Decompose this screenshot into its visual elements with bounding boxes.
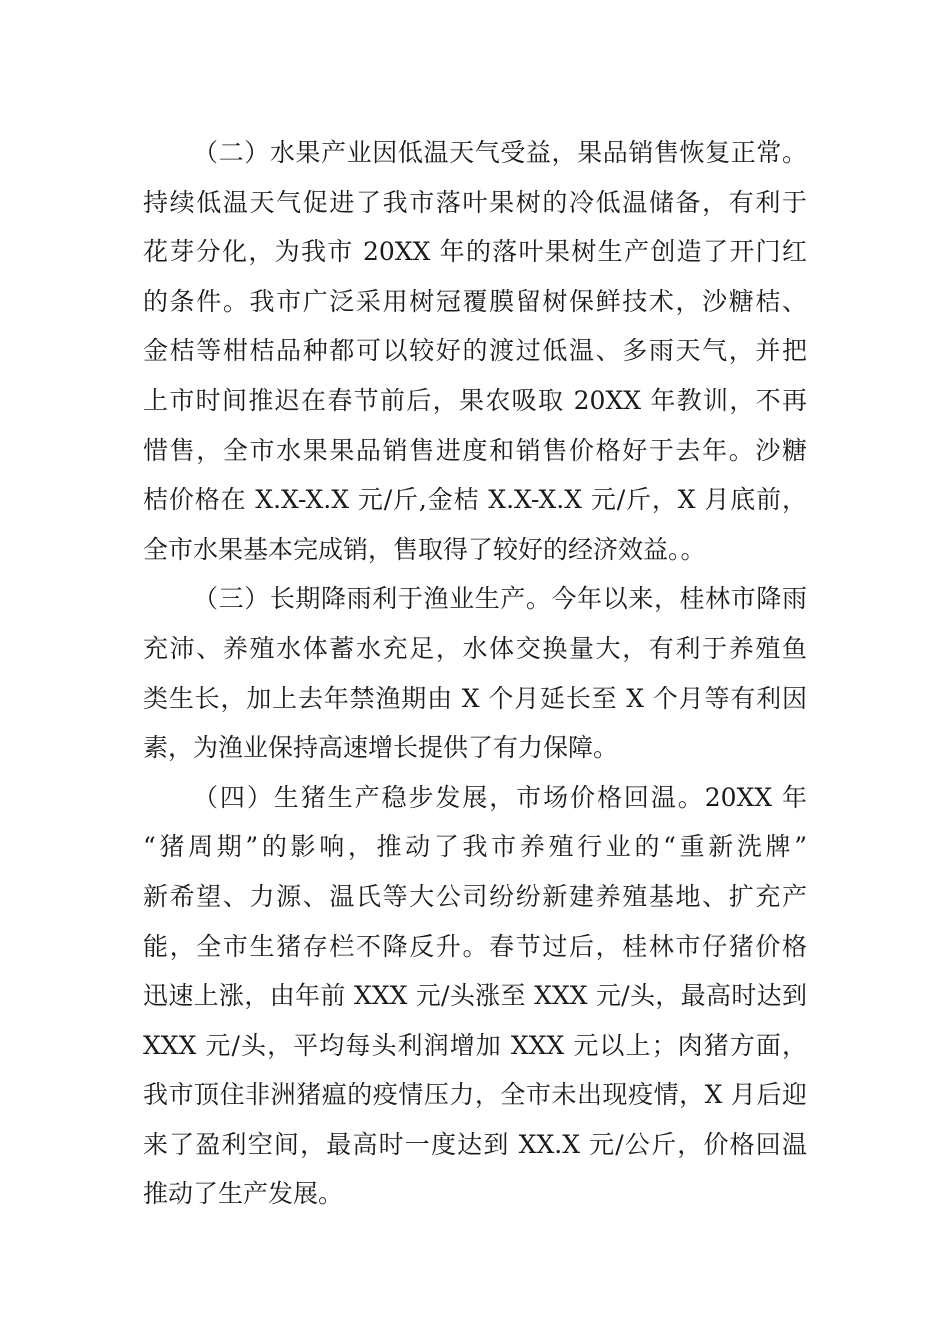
document-body <box>143 128 807 1219</box>
paragraph-line: 惜售，全市水果果品销售进度和销售价格好于去年。沙糖 <box>143 435 807 465</box>
paragraph-line: （三）长期降雨利于渔业生产。今年以来，桂林市降雨 <box>193 584 807 614</box>
paragraph-line: 推动了生产发展。 <box>143 1179 344 1209</box>
paragraph-line: 的条件。我市广泛采用树冠覆膜留树保鲜技术，沙糖桔、 <box>143 286 807 316</box>
paragraph-line: 全市水果基本完成销，售取得了较好的经济效益。。 <box>143 534 706 564</box>
paragraph-line: （二）水果产业因低温天气受益，果品销售恢复正常。 <box>193 138 807 167</box>
paragraph-fruit-industry <box>143 128 807 574</box>
paragraph-line: 来了盈利空间，最高时一度达到 XX.X 元/公斤，价格回温 <box>143 1129 807 1159</box>
paragraph-line: “猪周期”的影响，推动了我市养殖行业的“重新洗牌” <box>143 832 807 862</box>
paragraph-line: 新希望、力源、温氏等大公司纷纷新建养殖基地、扩充产 <box>143 881 807 911</box>
paragraph-line: 上市时间推迟在春节前后，果农吸取 20XX 年教训，不再 <box>143 385 807 415</box>
paragraph-line: 金桔等柑桔品种都可以较好的渡过低温、多雨天气，并把 <box>143 336 807 366</box>
paragraph-line: 能，全市生猪存栏不降反升。春节过后，桂林市仔猪价格 <box>143 931 807 961</box>
paragraph-line: 充沛、养殖水体蓄水充足，水体交换量大，有利于养殖鱼 <box>143 633 807 663</box>
paragraph-line: 桔价格在 X.X-X.X 元/斤,金桔 X.X-X.X 元/斤，X 月底前， <box>143 485 807 515</box>
paragraph-line: 我市顶住非洲猪瘟的疫情压力，全市未出现疫情，X 月后迎 <box>143 1080 807 1110</box>
paragraph-fishery <box>143 574 807 772</box>
paragraph-line: （四）生猪生产稳步发展，市场价格回温。20XX 年 <box>193 782 807 812</box>
paragraph-line: XXX 元/头，平均每头利润增加 XXX 元以上；肉猪方面， <box>143 1030 807 1060</box>
paragraph-line: 花芽分化，为我市 20XX 年的落叶果树生产创造了开门红 <box>143 237 807 267</box>
paragraph-line: 迅速上涨，由年前 XXX 元/头涨至 XXX 元/头，最高时达到 <box>143 981 807 1011</box>
paragraph-line: 类生长，加上去年禁渔期由 X 个月延长至 X 个月等有利因 <box>143 683 807 713</box>
paragraph-line: 持续低温天气促进了我市落叶果树的冷低温储备，有利于 <box>143 187 807 217</box>
paragraph-pig-production <box>143 773 807 1219</box>
paragraph-line: 素，为渔业保持高速增长提供了有力保障。 <box>143 733 619 763</box>
